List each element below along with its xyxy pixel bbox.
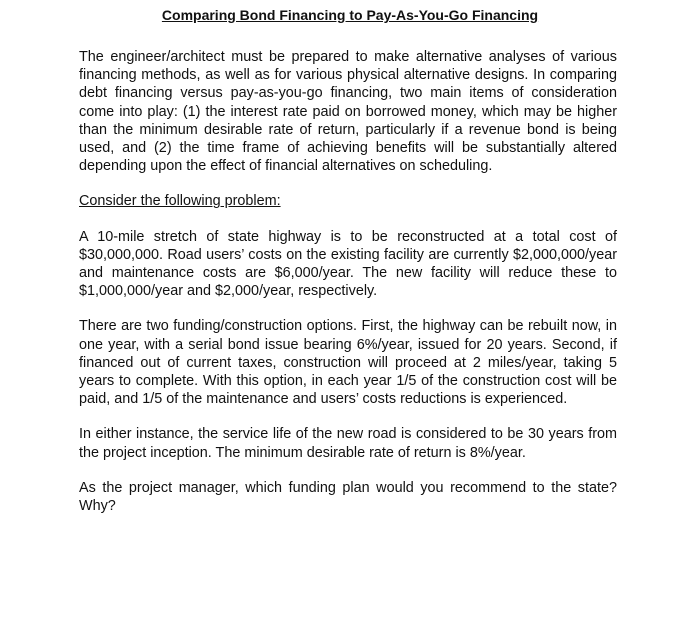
page-title: Comparing Bond Financing to Pay-As-You-Go Financing xyxy=(161,7,539,23)
problem-subheading: Consider the following problem: xyxy=(79,193,281,210)
funding-options-paragraph: There are two funding/construction options. First, the highway can be rebuilt now, in one year, with a serial bond issue bearing 6%/year, issued for 20 years. Second, if financed out of current taxes, construction will proceed at 2 miles/year, taking 5 years to complete. With this option, in each year 1/5 of the construction cost will be paid, and 1/5 of the maintenance and users’ costs reductions is experienced. xyxy=(79,318,617,408)
question-paragraph: As the project manager, which funding plan would you recommend to the state? Why? xyxy=(79,479,617,515)
intro-paragraph: The engineer/architect must be prepared to make alternative analyses of various financing methods, as well as for various physical alternative designs. In comparing debt financing versus pay-as-you-go financing, two main items of consideration come into play: (1) the interest rate paid on borrowed money, which may be higher than the minimum desirable rate of return, particularly if a revenue bond is being used, and (2) the time frame of achieving benefits will be substantially altered depending upon the effect of financial alternatives on scheduling. xyxy=(79,49,617,175)
service-life-paragraph: In either instance, the service life of the new road is considered to be 30 years from the project inception. The minimum desirable rate of return is 8%/year. xyxy=(79,426,617,461)
document-body xyxy=(79,48,617,515)
problem-description-paragraph: A 10-mile stretch of state highway is to be reconstructed at a total cost of $30,000,000. Road users’ costs on the existing facility are currently $2,000,000/year and maintenance costs are $6,000/year. The new facility will reduce these to $1,000,000/year and $2,000/year, respectively. xyxy=(79,228,617,300)
